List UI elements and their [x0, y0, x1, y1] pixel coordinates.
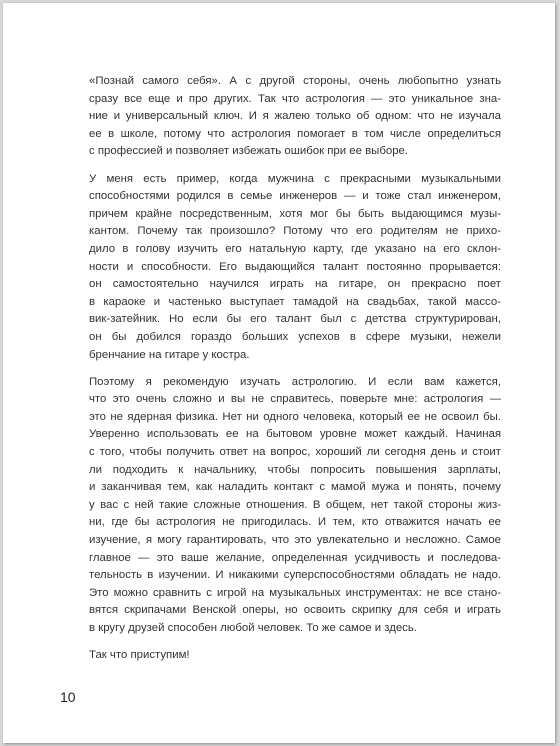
text-line: способностями родился в семье инженеров — и тоже стал инженером, [89, 190, 501, 203]
text-line: в караоке и частенько выступает тамадой на свадьбах, такой массо- [89, 295, 501, 308]
text-line: в кругу друзей способен любой человек. То же самое и здесь. [89, 622, 417, 634]
text-line: ние и универсальный ключ. И я жалею только об одном: что не изучала [89, 110, 501, 123]
paragraph-3 [89, 374, 501, 638]
text-line: бренчание на гитаре у костра. [89, 348, 250, 361]
body-text [89, 73, 501, 674]
text-line: Поэтому я рекомендую изучать астрологию. И если вам кажется, [89, 375, 501, 388]
text-line: причем крайне посредственным, хотя мог бы быть выдающимся музы- [89, 207, 501, 220]
text-line: вятся скрипачами Венской оперы, но освоить скрипку для себя и играть [89, 604, 501, 617]
text-line: что это очень сложно и вы не справитесь, поверьте мне: астрология — [89, 393, 501, 406]
text-line: главное — это ваше желание, определенная усидчивость и последова- [89, 551, 501, 564]
text-line: и заканчивая тем, как наладить контакт с мамой мужа и понять, почему [89, 481, 501, 494]
text-line: это не ядерная физика. Нет ни одного человека, который ее не освоил бы. [89, 410, 501, 423]
text-line: дило в голову изучить его натальную карту, где указано на его склон- [89, 242, 501, 255]
text-line: У меня есть пример, когда мужчина с прекрасными музыкальными [89, 172, 501, 185]
text-line: «Познай самого себя». А с другой стороны, очень любопытно узнать [89, 75, 501, 87]
text-line: Так что приступим! [89, 649, 190, 662]
text-line: Это можно сравнить с игрой на музыкальных инструментах: не все стано- [89, 586, 501, 599]
text-line: он самостоятельно научился играть на гитаре, он прекрасно поет [89, 278, 501, 291]
text-line: он бы добился гораздо больших успехов в сфере музыки, нежели [89, 330, 501, 343]
page-number: 10 [60, 689, 76, 705]
text-line: у вас с ней такие сложные отношения. В общем, нет такой стороны жиз- [89, 498, 501, 511]
text-line: изучение, я могу гарантировать, что это увлекательно и несложно. Самое [89, 534, 501, 547]
paragraph-1 [89, 73, 501, 161]
text-line: с профессией и позволяет избежать ошибок при ее выборе. [89, 145, 409, 158]
document-page [3, 3, 555, 743]
text-line: с того, чтобы получить ответ на вопрос, хороший ли сегодня день и стоит [89, 446, 501, 459]
text-line: сразу все еще и про других. Так что астрология — это уникальное зна- [89, 92, 501, 105]
text-line: ности и способности. Его выдающийся талант постоянно прорывается: [89, 260, 501, 273]
text-line: ли подходить к начальнику, чтобы попросить повышения зарплаты, [89, 463, 501, 476]
text-line: вик-затейник. Но если бы его талант был с детства структурирован, [89, 313, 501, 326]
paragraph-4 [89, 647, 501, 665]
text-line: ее в школе, потому что астрология помогает в том числе определиться [89, 127, 501, 140]
text-line: кантом. Почему так произошло? Потому что его родителям не прихо- [89, 225, 501, 238]
text-line: ни, где бы астрология не пригодилась. И тем, кто отважится начать ее [89, 516, 501, 529]
text-line: тельность в изучении. И никакими суперспособностями обладать не надо. [89, 569, 501, 582]
text-line: Уверенно использовать ее на бытовом уровне может каждый. Начиная [89, 428, 501, 441]
paragraph-2 [89, 171, 501, 365]
